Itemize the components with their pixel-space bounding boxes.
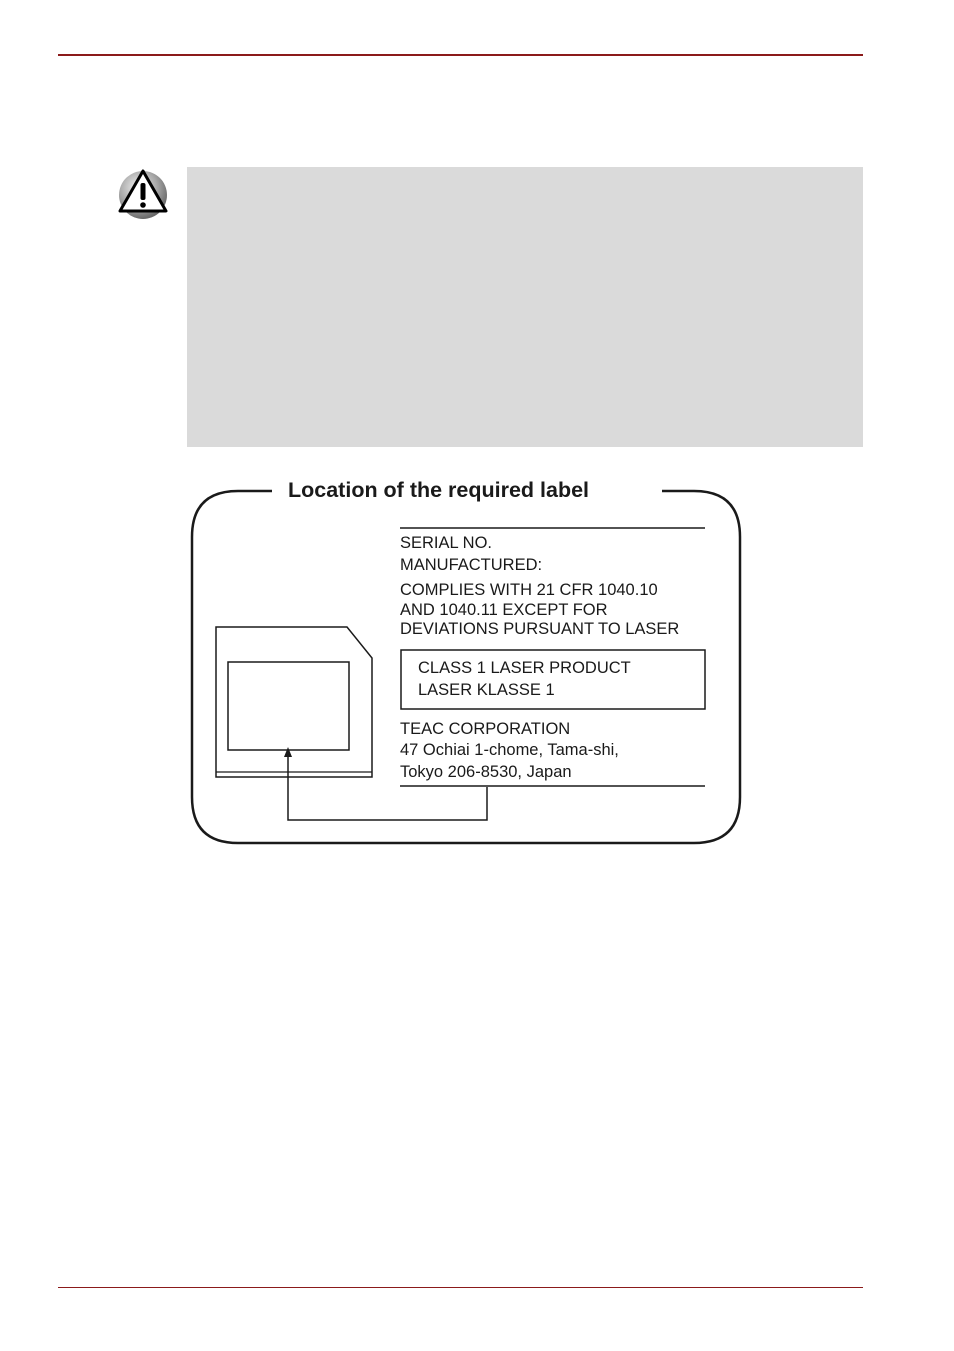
label-location-diagram bbox=[186, 470, 748, 855]
header-rule bbox=[58, 54, 863, 56]
laser-class-line: CLASS 1 LASER PRODUCT bbox=[418, 659, 631, 677]
laser-class-line: LASER KLASSE 1 bbox=[418, 681, 555, 699]
warning-note-box bbox=[187, 167, 863, 447]
manufactured-text: MANUFACTURED: bbox=[400, 556, 543, 574]
manufacturer-line: 47 Ochiai 1-chome, Tama-shi, bbox=[400, 741, 619, 759]
manufacturer-line: Tokyo 206-8530, Japan bbox=[400, 763, 572, 781]
diagram-title: Location of the required label bbox=[288, 478, 590, 502]
serial-no-text: SERIAL NO. bbox=[400, 534, 492, 552]
compliance-line: COMPLIES WITH 21 CFR 1040.10 bbox=[400, 581, 658, 599]
manufacturer-line: TEAC CORPORATION bbox=[400, 720, 571, 738]
arrow-up-icon bbox=[284, 747, 292, 757]
footer-rule bbox=[58, 1287, 863, 1288]
compliance-line: DEVIATIONS PURSUANT TO LASER bbox=[400, 620, 680, 638]
drive-label-area bbox=[228, 662, 349, 750]
warning-triangle-icon bbox=[116, 167, 170, 221]
compliance-line: AND 1040.11 EXCEPT FOR bbox=[400, 601, 608, 619]
